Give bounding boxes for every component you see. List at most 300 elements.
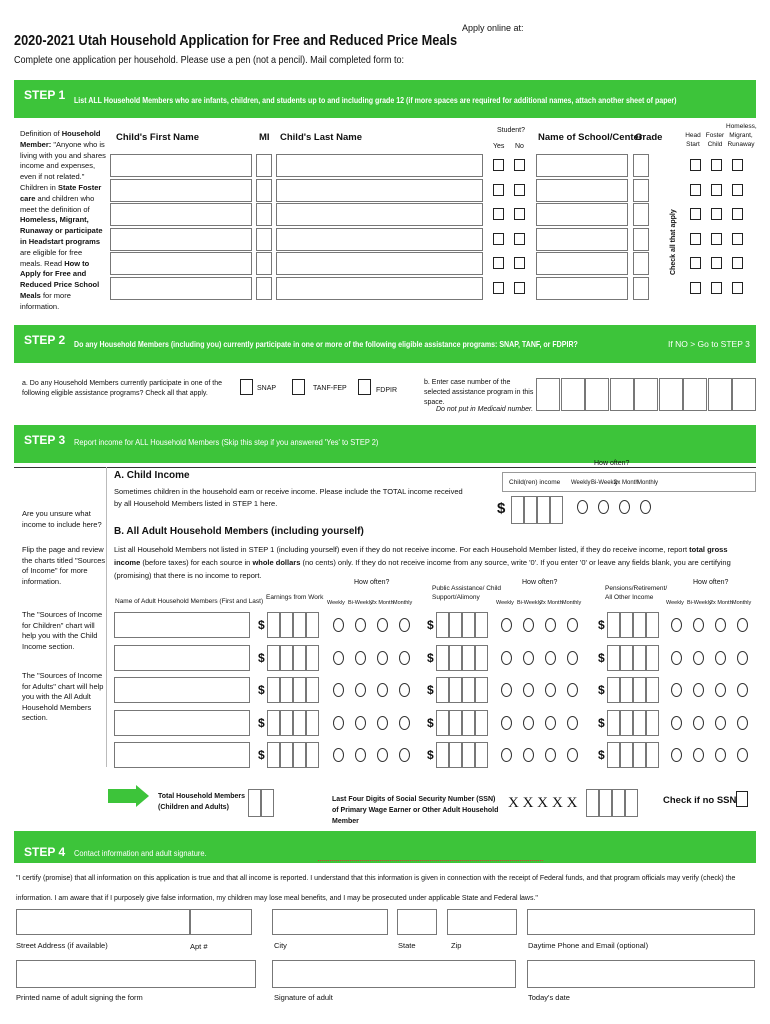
freq-radio[interactable] [399,716,410,730]
income-digit-box[interactable] [620,612,633,638]
freq-radio[interactable] [501,651,512,665]
col-first-name: Child's First Name [116,132,200,143]
col-no: No [515,143,524,150]
step2-question-b: b. Enter case number of the selected assistance program in this space. [424,379,534,406]
child-income-digit-box[interactable] [511,496,524,524]
ssn-digit-box[interactable] [612,789,625,817]
foster-checkbox[interactable] [711,208,722,220]
freq-radio[interactable] [545,683,556,697]
income-digit-box[interactable] [646,645,659,671]
freq-weekly-child: Weekly [571,480,591,486]
income-digit-box[interactable] [280,677,293,703]
case-number-box[interactable] [683,378,707,411]
col-school: Name of School/Center [538,132,643,143]
freq-radio[interactable] [715,683,726,697]
ssn-digit-box[interactable] [599,789,612,817]
side-flip: Flip the page and review the charts titled "Sources of Income" for more information. [22,545,106,586]
check-all-label: Check all that apply [670,209,677,275]
freq-radio[interactable] [333,651,344,665]
income-digit-box[interactable] [462,710,475,736]
case-number-box[interactable] [561,378,585,411]
child-last-name-input[interactable] [276,277,483,300]
step2-label: STEP 2 [24,333,66,347]
income-digit-box[interactable] [306,742,319,768]
child-first-name-input[interactable] [110,277,252,300]
freq-radio[interactable] [671,618,682,632]
income-digit-box[interactable] [280,710,293,736]
tanf-label: TANF-FEP [313,385,347,392]
child-income-digit-box[interactable] [524,496,537,524]
income-digit-box[interactable] [280,645,293,671]
freq-biweekly-child: Bi-Weekly [591,480,618,486]
state-label: State [398,941,416,950]
school-input[interactable] [536,252,628,275]
adult-name-input[interactable] [114,677,250,703]
freq-radio[interactable] [377,618,388,632]
adult-income-title: B. All Adult Household Members (including yourself) [114,526,364,537]
freq-radio[interactable] [523,618,534,632]
street-input[interactable] [16,909,190,935]
income-digit-box[interactable] [646,710,659,736]
school-input[interactable] [536,154,628,177]
homeless-checkbox[interactable] [732,233,743,245]
homeless-checkbox[interactable] [732,282,743,294]
child-income-title: A. Child Income [114,470,190,481]
foster-checkbox[interactable] [711,159,722,171]
income-digit-box[interactable] [646,612,659,638]
freq-radio[interactable] [671,748,682,762]
head-start-checkbox[interactable] [690,184,701,196]
income-digit-box[interactable] [293,645,306,671]
student-no-checkbox[interactable] [514,184,525,196]
freq-radio[interactable] [399,748,410,762]
col-mi: MI [259,132,270,143]
income-digit-box[interactable] [267,710,280,736]
child-freq-radio[interactable] [640,500,651,514]
snap-label: SNAP [257,385,277,392]
income-digit-box[interactable] [633,742,646,768]
ssn-mask-xx: X X [552,795,578,811]
freq-radio[interactable] [523,748,534,762]
case-number-box[interactable] [732,378,756,411]
income-digit-box[interactable] [449,742,462,768]
income-digit-box[interactable] [449,710,462,736]
printed-name-input[interactable] [16,960,256,988]
freq-radio[interactable] [355,618,366,632]
income-digit-box[interactable] [267,645,280,671]
income-digit-box[interactable] [462,742,475,768]
income-digit-box[interactable] [293,612,306,638]
income-digit-box[interactable] [267,677,280,703]
freq-biweekly-header: Bi-Weekly [517,600,542,606]
freq-twice_month-header: 2x Month [540,600,563,606]
city-label: City [274,941,287,950]
income-digit-box[interactable] [646,677,659,703]
freq-radio[interactable] [377,651,388,665]
school-input[interactable] [536,179,628,202]
freq-radio[interactable] [333,683,344,697]
freq-radio[interactable] [377,748,388,762]
income-digit-box[interactable] [475,645,488,671]
freq-radio[interactable] [671,716,682,730]
income-digit-box[interactable] [646,742,659,768]
student-yes-checkbox[interactable] [493,208,504,220]
dollar-sign: $ [258,618,265,632]
freq-radio[interactable] [715,748,726,762]
child-last-name-input[interactable] [276,179,483,202]
income-digit-box[interactable] [449,645,462,671]
dollar-sign: $ [427,650,434,665]
income-digit-box[interactable] [293,677,306,703]
grade-input[interactable] [633,228,649,251]
income-digit-box[interactable] [475,742,488,768]
income-digit-box[interactable] [280,612,293,638]
freq-twice_month-header: 2x Month [710,600,733,606]
adult-income-desc: List all Household Members not listed in STEP 1 (including yourself) even if they do not receive income. For each Household Member listed, if they do receive income, report total gross income (before taxes) for each source in whole dollars (no cents) only. If they do not receive income from any source, write '0'. If you enter '0' or leave any fields blank, you are certifying (promising) that there is no income to report. [114,545,731,580]
freq-radio[interactable] [523,651,534,665]
freq-radio[interactable] [567,618,578,632]
child-mi-input[interactable] [256,179,272,202]
income-digit-box[interactable] [607,612,620,638]
income-digit-box[interactable] [475,677,488,703]
col-homeless: Homeless, Migrant, Runaway [726,123,757,148]
page-subtitle: Complete one application per household. Please use a pen (not a pencil). Mail completed form to: [14,54,405,66]
zip-label: Zip [451,941,462,950]
step4-label: STEP 4 [24,845,66,859]
head-start-checkbox[interactable] [690,257,701,269]
income-digit-box[interactable] [620,645,633,671]
income-digit-box[interactable] [620,710,633,736]
income-digit-box[interactable] [267,742,280,768]
freq-radio[interactable] [355,748,366,762]
freq-radio[interactable] [567,716,578,730]
case-number-box[interactable] [610,378,634,411]
income-digit-box[interactable] [462,612,475,638]
freq-radio[interactable] [333,716,344,730]
total-members-input-1[interactable] [248,789,261,817]
freq-radio[interactable] [715,716,726,730]
freq-radio[interactable] [715,618,726,632]
how-often-1: How often? [354,579,390,586]
freq-radio[interactable] [737,716,748,730]
freq-biweekly-header: Bi-Weekly [348,600,373,606]
case-number-box[interactable] [585,378,609,411]
child-freq-radio[interactable] [619,500,630,514]
adult-name-input[interactable] [114,710,250,736]
child-mi-input[interactable] [256,203,272,226]
dollar-sign: $ [258,748,265,762]
freq-monthly-header: Monthly [393,600,413,606]
city-input[interactable] [272,909,388,935]
child-first-name-input[interactable] [110,179,252,202]
income-digit-box[interactable] [462,677,475,703]
child-first-name-input[interactable] [110,154,252,177]
freq-radio[interactable] [333,618,344,632]
income-digit-box[interactable] [462,645,475,671]
head-start-checkbox[interactable] [690,159,701,171]
how-often-2: How often? [522,579,558,586]
dollar-sign: $ [427,683,434,697]
freq-weekly-header: Weekly [327,600,345,606]
freq-radio[interactable] [737,683,748,697]
school-input[interactable] [536,203,628,226]
grade-input[interactable] [633,277,649,300]
ssn-digit-box[interactable] [625,789,638,817]
student-no-checkbox[interactable] [514,208,525,220]
school-input[interactable] [536,277,628,300]
freq-radio[interactable] [333,748,344,762]
child-dollar-sign: $ [497,500,506,517]
apt-input[interactable] [190,909,252,935]
freq-radio[interactable] [355,683,366,697]
date-input[interactable] [527,960,755,988]
col-earnings: Earnings from Work [266,594,324,601]
child-income-digit-box[interactable] [550,496,563,524]
grade-input[interactable] [633,179,649,202]
income-digit-box[interactable] [267,612,280,638]
freq-radio[interactable] [737,651,748,665]
step3-label: STEP 3 [24,433,66,447]
child-mi-input[interactable] [256,154,272,177]
case-number-box[interactable] [708,378,732,411]
step4-bar [14,831,756,863]
case-number-box[interactable] [536,378,560,411]
adult-name-input[interactable] [114,612,250,638]
foster-checkbox[interactable] [711,233,722,245]
freq-radio[interactable] [545,651,556,665]
date-label: Today's date [528,993,570,1002]
freq-radio[interactable] [737,748,748,762]
grade-input[interactable] [633,154,649,177]
ssn-mask-xxx: X X X [508,795,548,811]
freq-radio[interactable] [693,716,704,730]
dollar-sign: $ [427,715,434,730]
freq-radio[interactable] [567,748,578,762]
col-adult-name: Name of Adult Household Members (First and Last) [115,598,264,605]
child-mi-input[interactable] [256,277,272,300]
foster-checkbox[interactable] [711,282,722,294]
page-title: 2020-2021 Utah Household Application for Free and Reduced Price Meals [14,32,458,49]
dollar-sign: $ [258,650,265,665]
freq-radio[interactable] [567,651,578,665]
child-freq-radio[interactable] [577,500,588,514]
income-digit-box[interactable] [306,677,319,703]
no-ssn-label: Check if no SSN [663,795,737,806]
freq-radio[interactable] [693,618,704,632]
total-members-label: Total Household Members (Children and Adults) [158,793,245,811]
case-number-box[interactable] [634,378,658,411]
state-input[interactable] [397,909,437,935]
freq-weekly-header: Weekly [666,600,684,606]
col-last-name: Child's Last Name [280,132,362,143]
no-ssn-checkbox[interactable] [736,791,748,807]
col-public-assist: Public Assistance/ Child Support/Alimony [432,585,502,601]
case-number-box[interactable] [659,378,683,411]
freq-radio[interactable] [355,651,366,665]
student-yes-checkbox[interactable] [493,184,504,196]
child-income-digit-box[interactable] [537,496,550,524]
child-first-name-input[interactable] [110,228,252,251]
snap-checkbox[interactable] [240,379,253,395]
dollar-sign: $ [598,715,605,730]
fdpir-checkbox[interactable] [358,379,371,395]
grade-input[interactable] [633,252,649,275]
income-digit-box[interactable] [633,612,646,638]
child-last-name-input[interactable] [276,252,483,275]
tanf-checkbox[interactable] [292,379,305,395]
income-digit-box[interactable] [449,677,462,703]
child-last-name-input[interactable] [276,228,483,251]
freq-radio[interactable] [693,748,704,762]
homeless-checkbox[interactable] [732,208,743,220]
total-members-input-2[interactable] [261,789,274,817]
freq-radio[interactable] [545,716,556,730]
adult-name-input[interactable] [114,645,250,671]
ssn-digit-box[interactable] [586,789,599,817]
head-start-checkbox[interactable] [690,208,701,220]
step2-question-a: a. Do any Household Members currently participate in one of the following eligible assistance programs? Check all that apply. [22,380,222,397]
how-often-3: How often? [693,579,729,586]
student-no-checkbox[interactable] [514,257,525,269]
step2-if-no-link[interactable]: If NO > Go to STEP 3 [668,339,750,349]
certification-text: "I certify (promise) that all information on this application is true and that all income is reported. I understand that this information is given in connection with the receipt of Federal funds, and that program officials may verify (check) the information. I am aware that if I purposely give false information, my children may lose meal benefits, and I may be prosecuted under applicable State and Federal laws." [16,875,736,902]
income-digit-box[interactable] [633,645,646,671]
freq-radio[interactable] [715,651,726,665]
child-first-name-input[interactable] [110,252,252,275]
grade-input[interactable] [633,203,649,226]
income-digit-box[interactable] [607,742,620,768]
dollar-sign: $ [427,618,434,632]
step3-divider [14,467,756,468]
signature-label: Signature of adult [274,993,333,1002]
student-yes-checkbox[interactable] [493,159,504,171]
student-yes-checkbox[interactable] [493,257,504,269]
income-digit-box[interactable] [475,710,488,736]
freq-twice_month-header: 2x Month [371,600,394,606]
foster-checkbox[interactable] [711,257,722,269]
dollar-sign: $ [258,715,265,730]
freq-radio[interactable] [399,618,410,632]
how-often-child: How often? [594,460,630,467]
freq-radio[interactable] [693,683,704,697]
income-digit-box[interactable] [436,677,449,703]
freq-radio[interactable] [545,618,556,632]
apt-label: Apt # [190,942,208,951]
freq-weekly-header: Weekly [496,600,514,606]
homeless-checkbox[interactable] [732,257,743,269]
child-mi-input[interactable] [256,228,272,251]
student-yes-checkbox[interactable] [493,233,504,245]
income-digit-box[interactable] [436,612,449,638]
homeless-checkbox[interactable] [732,159,743,171]
child-last-name-input[interactable] [276,154,483,177]
student-no-checkbox[interactable] [514,233,525,245]
step4-instructions: Contact information and adult signature. [74,848,207,858]
income-digit-box[interactable] [293,710,306,736]
income-digit-box[interactable] [293,742,306,768]
freq-radio[interactable] [501,716,512,730]
freq-radio[interactable] [567,683,578,697]
head-start-checkbox[interactable] [690,282,701,294]
freq-radio[interactable] [501,748,512,762]
phone-email-input[interactable] [527,909,755,935]
income-digit-box[interactable] [607,677,620,703]
children-income-label: Child(ren) income [509,479,561,486]
income-digit-box[interactable] [449,612,462,638]
dollar-sign: $ [258,683,265,697]
foster-checkbox[interactable] [711,184,722,196]
adult-name-input[interactable] [114,742,250,768]
child-freq-radio[interactable] [598,500,609,514]
freq-radio[interactable] [501,683,512,697]
freq-radio[interactable] [355,716,366,730]
freq-monthly-child: Monthly [637,480,659,486]
homeless-checkbox[interactable] [732,184,743,196]
step2-question: Do any Household Members (including you) currently participate in one or more of the following eligible assistance programs: SNAP, TANF, or FDPIR? [74,339,578,349]
freq-radio[interactable] [377,683,388,697]
step1-definition: Definition of Household Member: "Anyone who is living with you and shares income and expenses, even if not related." Children in State Foster care and children who meet the definition of Homeless, Migrant, Runaway or participate in Headstart programs are eligible for free meals. Read How to Apply for Free and Reduced Price School Meals for more information. [20,129,106,311]
col-grade: Grade [635,132,663,143]
child-mi-input[interactable] [256,252,272,275]
ssn-label: Last Four Digits of Social Security Number (SSN) of Primary Wage Earner or Other Adult Household Member [332,796,499,825]
income-digit-box[interactable] [475,612,488,638]
step1-instructions: List ALL Household Members who are infants, children, and students up to and including grade 12 (if more spaces are required for additional names, attach another sheet of paper) [74,95,677,105]
freq-radio[interactable] [399,683,410,697]
income-digit-box[interactable] [280,742,293,768]
income-digit-box[interactable] [620,742,633,768]
freq-radio[interactable] [693,651,704,665]
col-foster-child: Foster Child [705,132,725,148]
income-digit-box[interactable] [436,742,449,768]
head-start-checkbox[interactable] [690,233,701,245]
freq-radio[interactable] [399,651,410,665]
income-digit-box[interactable] [633,677,646,703]
income-digit-box[interactable] [306,645,319,671]
freq-radio[interactable] [377,716,388,730]
freq-monthly-header: Monthly [732,600,752,606]
student-no-checkbox[interactable] [514,282,525,294]
col-head-start: Head Start [685,132,701,148]
side-adults: The "Sources of Income for Adults" chart will help you with the All Adult Household Members section. [22,671,104,722]
income-digit-box[interactable] [620,677,633,703]
child-first-name-input[interactable] [110,203,252,226]
student-yes-checkbox[interactable] [493,282,504,294]
freq-radio[interactable] [523,716,534,730]
freq-radio[interactable] [671,683,682,697]
income-digit-box[interactable] [633,710,646,736]
child-last-name-input[interactable] [276,203,483,226]
school-input[interactable] [536,228,628,251]
zip-input[interactable] [447,909,517,935]
signature-input[interactable] [272,960,516,988]
income-digit-box[interactable] [436,645,449,671]
arrow-head-icon [136,785,149,807]
side-children: The "Sources of Income for Children" chart will help you with the Child Income section. [22,610,103,651]
freq-radio[interactable] [737,618,748,632]
income-digit-box[interactable] [306,710,319,736]
apply-online-label: Apply online at: [462,23,524,33]
freq-radio[interactable] [545,748,556,762]
freq-radio[interactable] [671,651,682,665]
income-digit-box[interactable] [607,710,620,736]
freq-radio[interactable] [523,683,534,697]
income-digit-box[interactable] [436,710,449,736]
income-digit-box[interactable] [306,612,319,638]
student-no-checkbox[interactable] [514,159,525,171]
income-digit-box[interactable] [607,645,620,671]
col-student: Student? [497,127,526,134]
freq-radio[interactable] [501,618,512,632]
